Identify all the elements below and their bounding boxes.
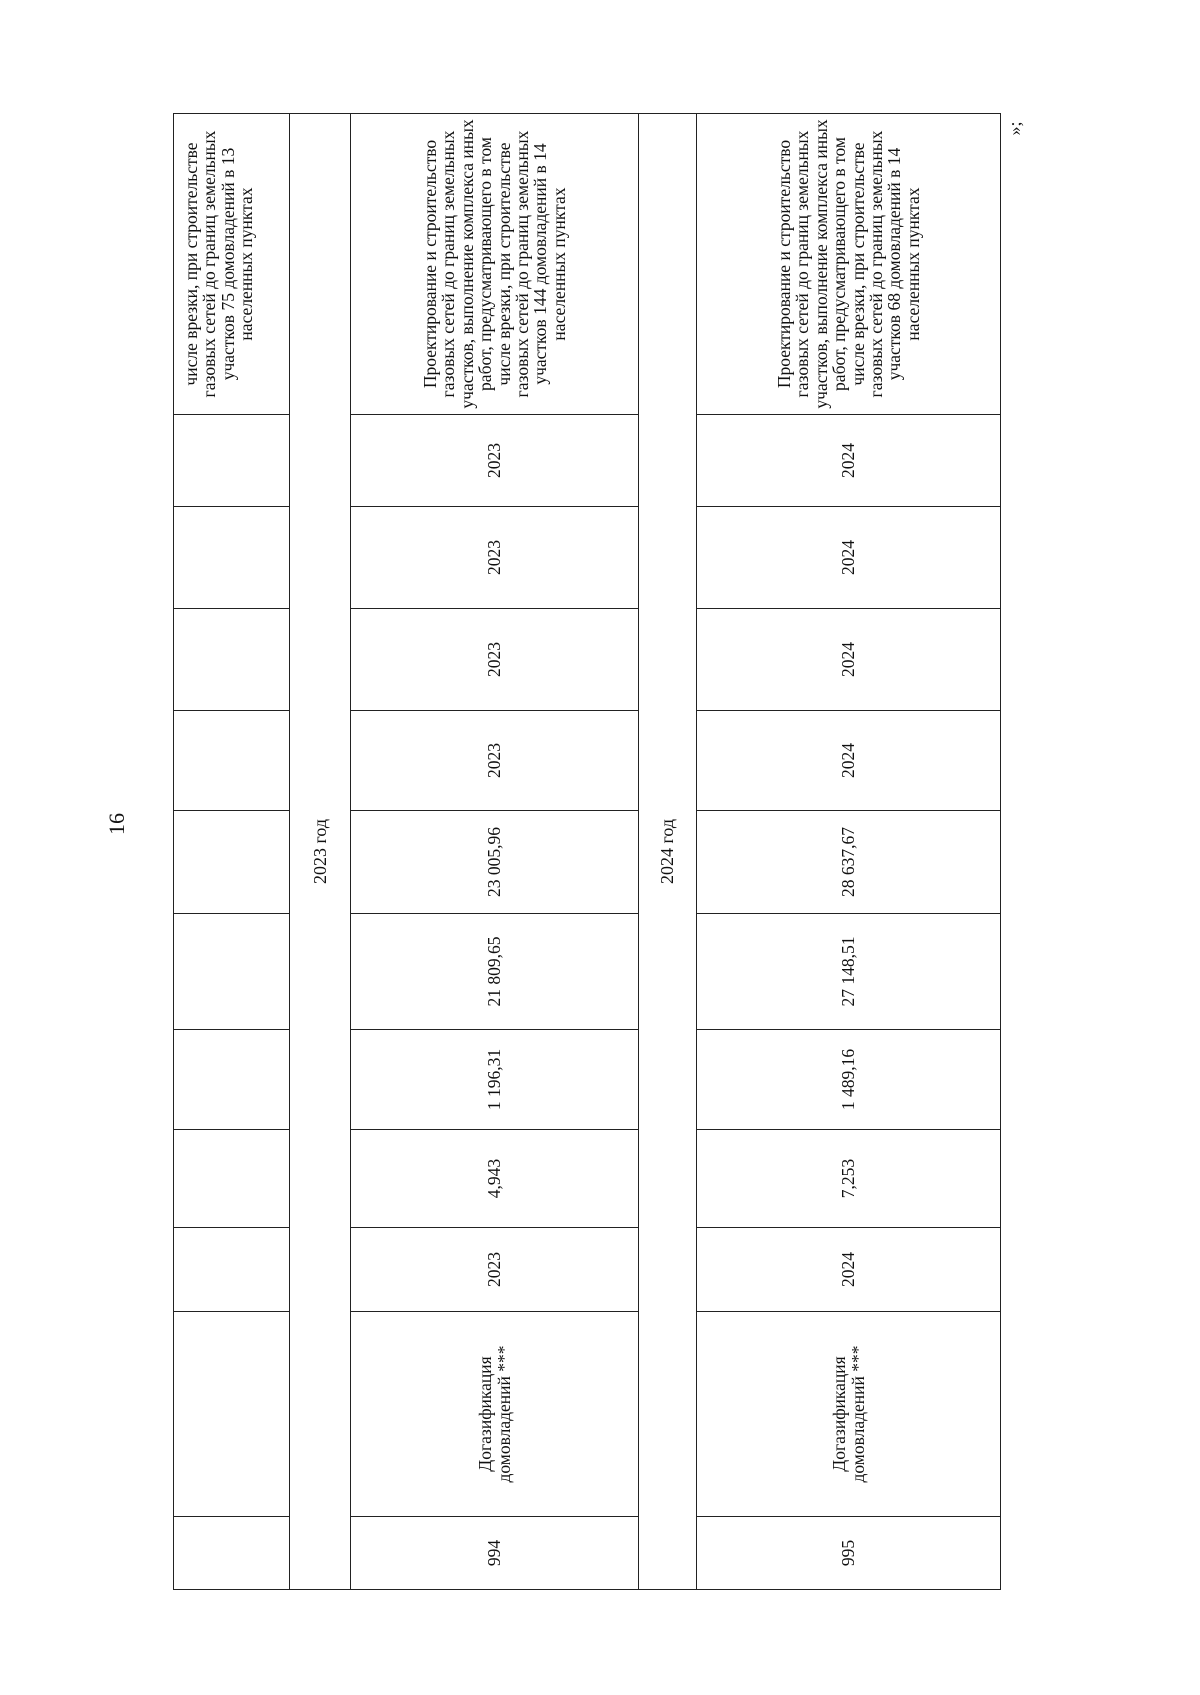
object-name-cell: Догазификация домовладений *** <box>697 1312 1001 1517</box>
value-cell: 1 196,31 <box>351 1030 639 1130</box>
row-number-cell: 995 <box>697 1517 1001 1590</box>
value-cell: 7,253 <box>697 1130 1001 1228</box>
table-row <box>697 114 1001 1590</box>
year-band-label: 2023 год <box>290 114 351 1590</box>
description-cell: Проектирование и строительство газовых сетей до границ земельных участков, выполнение комплекса иных работ, предусматривающего в том числе врезки, при строительстве газовых сетей до границ земельных участков 144 домовладений в 14 населенных пунктах <box>351 114 639 415</box>
value-cell: 2024 <box>697 1228 1001 1312</box>
rotated-table-container <box>173 114 1000 1590</box>
closing-quote-mark: »; <box>1004 121 1025 136</box>
value-cell: 2023 <box>351 1228 639 1312</box>
value-cell: 2024 <box>697 415 1001 507</box>
description-cell: Проектирование и строительство газовых сетей до границ земельных участков, выполнение комплекса иных работ, предусматривающего в том числе врезки, при строительстве газовых сетей до границ земельных участков 68 домовладений в 14 населенных пунктах <box>697 114 1001 415</box>
value-cell: 2023 <box>351 507 639 609</box>
value-cell: 2023 <box>351 711 639 811</box>
value-cell: 2024 <box>697 609 1001 711</box>
row-number-cell: 994 <box>351 1517 639 1590</box>
value-cell: 27 148,51 <box>697 914 1001 1030</box>
table-row <box>351 114 639 1590</box>
year-band-label: 2024 год <box>639 114 697 1590</box>
value-cell: 23 005,96 <box>351 811 639 914</box>
value-cell: 21 809,65 <box>351 914 639 1030</box>
value-cell: 2024 <box>697 507 1001 609</box>
value-cell: 4,943 <box>351 1130 639 1228</box>
value-cell: 1 489,16 <box>697 1030 1001 1130</box>
continued-description-cell: числе врезки, при строительстве газовых сетей до границ земельных участков 75 домовладений в 13 населенных пунктах <box>174 114 290 415</box>
table-row-continuation <box>174 114 290 1590</box>
value-cell: 2023 <box>351 415 639 507</box>
page-number: 16 <box>104 813 129 835</box>
value-cell: 28 637,67 <box>697 811 1001 914</box>
year-band-2023 <box>290 114 351 1590</box>
value-cell: 2024 <box>697 711 1001 811</box>
year-band-2024 <box>639 114 697 1590</box>
object-name-cell: Догазификация домовладений *** <box>351 1312 639 1517</box>
budget-table <box>173 113 1001 1590</box>
value-cell: 2023 <box>351 609 639 711</box>
